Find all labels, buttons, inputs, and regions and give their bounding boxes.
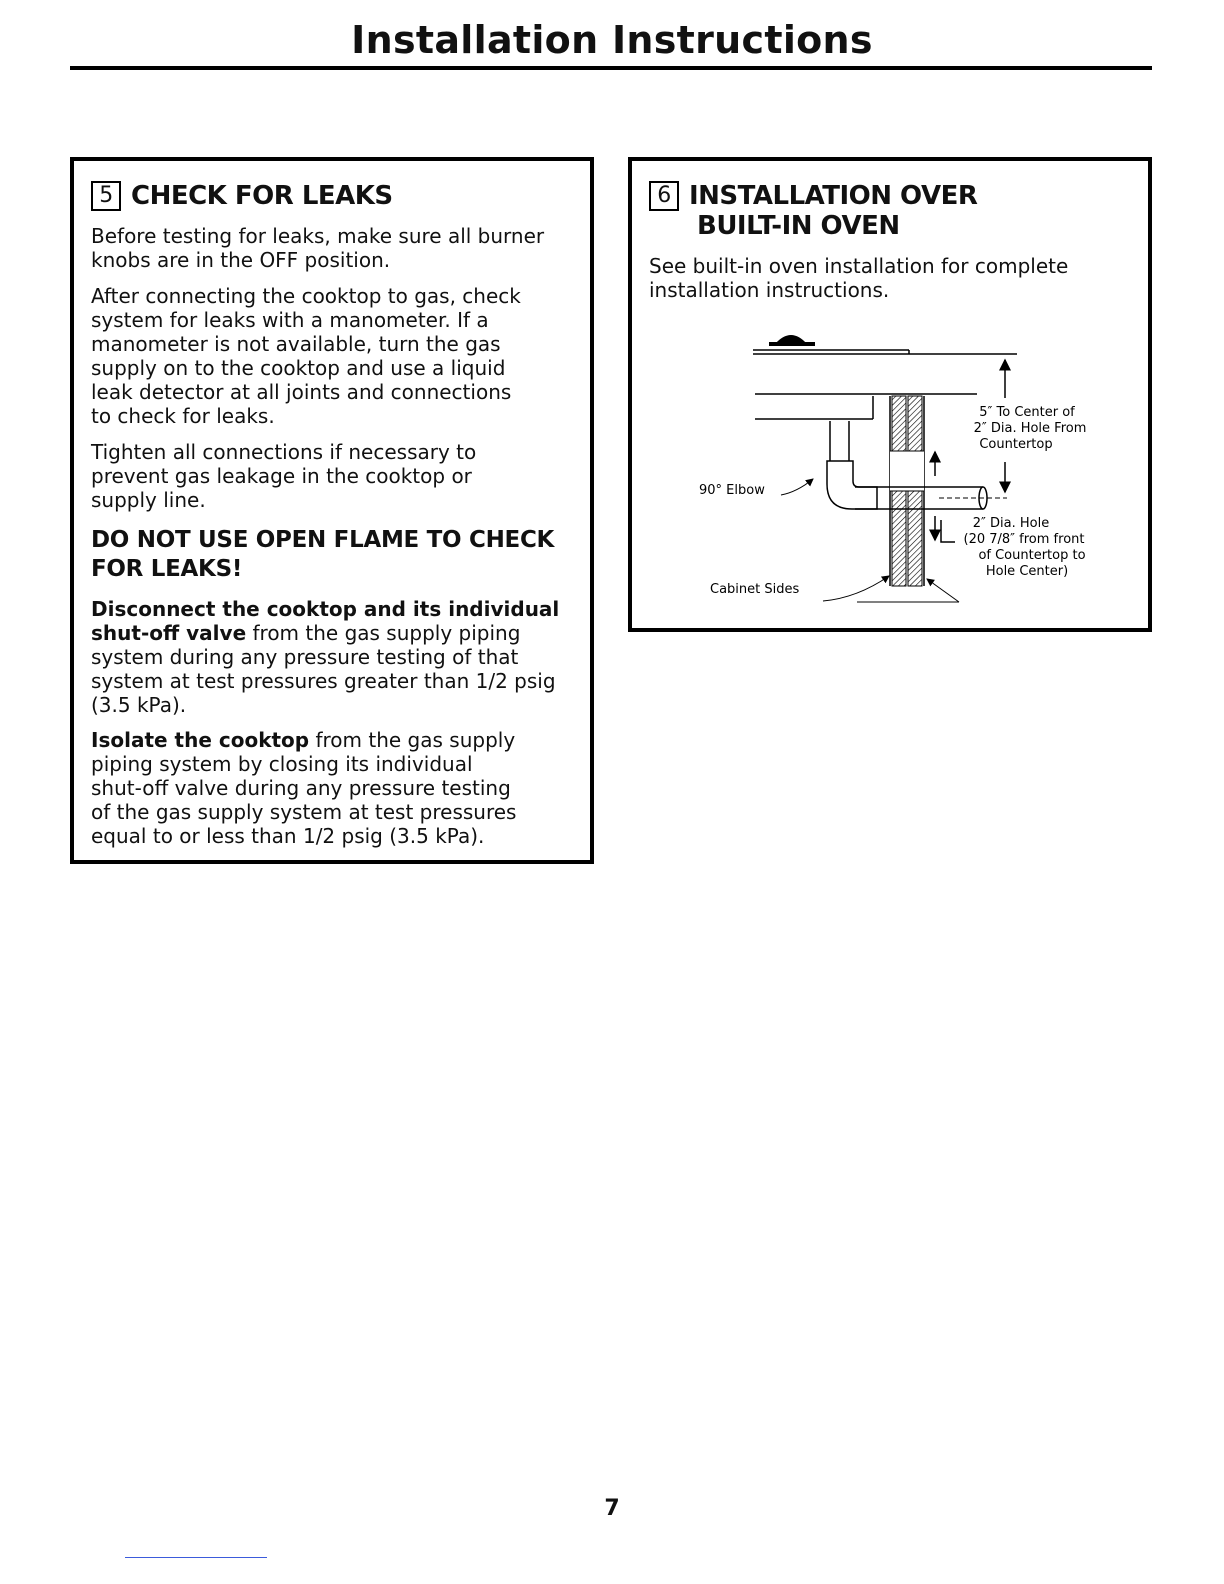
leaks-paragraph-3: Tighten all connections if necessary to prevent gas leakage in the cooktop or supply line. <box>91 440 477 512</box>
section-6-heading <box>649 181 977 241</box>
page-number: 7 <box>604 1496 620 1521</box>
isolate-rest-text: from the gas supply piping system by closing its individual shut-off valve during any pressure testing of the gas supply system at test pressures equal to or less than 1/2 psig (3.5 kPa). <box>91 728 517 848</box>
label-dim1-line1: 5″ To Center of <box>979 405 1075 420</box>
oven-installation-diagram <box>687 316 1107 616</box>
label-hole-line2: (20 7/8″ from front <box>963 532 1085 547</box>
label-dim1-line3: Countertop <box>979 437 1053 452</box>
section-6-title-line2: BUILT-IN OVEN <box>697 211 900 241</box>
oven-paragraph: See built-in oven installation for complete installation instructions. <box>649 254 1069 302</box>
label-hole-line1: 2″ Dia. Hole <box>972 516 1050 531</box>
label-elbow: 90° Elbow <box>699 483 765 498</box>
section-6-number: 6 <box>649 181 679 211</box>
title-rule <box>70 66 1152 70</box>
label-hole-line4: Hole Center) <box>985 564 1069 579</box>
disconnect-bold-text: Disconnect the cooktop and its individual shut-off valve <box>91 597 560 645</box>
isolate-bold-text: Isolate the cooktop <box>91 728 310 752</box>
footer-link-line <box>125 1557 267 1558</box>
section-5-heading <box>91 181 393 211</box>
disconnect-rest-text: from the gas supply piping system during any pressure testing of that system at test pressures greater than 1/2 psig (3.5 kPa). <box>91 621 556 717</box>
section-5-title: CHECK FOR LEAKS <box>131 181 393 211</box>
open-flame-warning: DO NOT USE OPEN FLAME TO CHECK FOR LEAKS! <box>91 527 555 582</box>
leaks-paragraph-2: After connecting the cooktop to gas, check system for leaks with a manometer. If a manometer is not available, turn the gas supply on to the cooktop and use a liquid leak detector at all joints and connections to check for leaks. <box>91 284 521 428</box>
label-hole-line3: of Countertop to <box>978 548 1086 563</box>
page-title: Installation Instructions <box>351 18 873 62</box>
section-6-title-line1: INSTALLATION OVER <box>689 181 978 211</box>
installation-over-oven-box <box>628 157 1152 632</box>
elbow-fitting <box>827 461 877 509</box>
burner-base <box>769 342 815 346</box>
leaks-paragraph-5 <box>91 728 516 848</box>
section-5-number: 5 <box>91 181 121 211</box>
leaks-paragraph-4 <box>91 597 559 717</box>
label-cabinet-sides: Cabinet Sides <box>710 582 800 597</box>
leaks-paragraph-1: Before testing for leaks, make sure all burner knobs are in the OFF position. <box>91 224 545 272</box>
check-for-leaks-box <box>70 157 594 864</box>
label-dim1-line2: 2″ Dia. Hole From <box>973 421 1087 436</box>
